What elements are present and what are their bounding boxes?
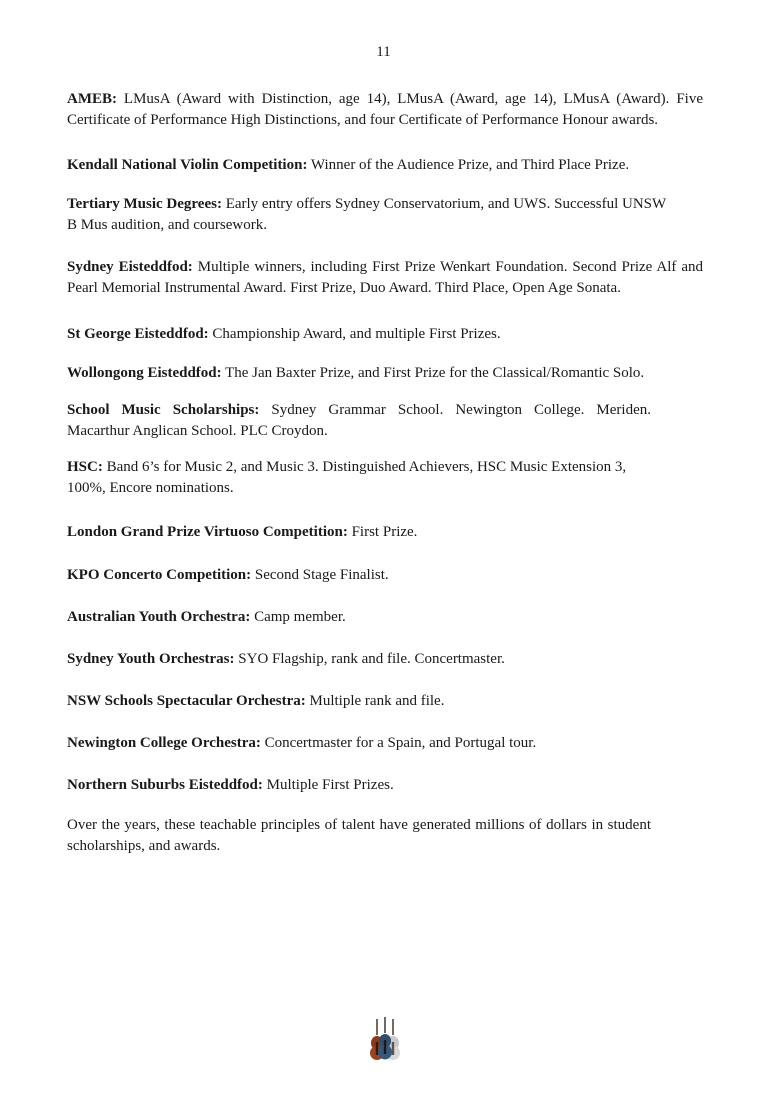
- violin-middle-icon: [378, 1017, 392, 1060]
- entry-nsw-schools-spectacular: [67, 691, 703, 712]
- entry-label: Northern Suburbs Eisteddfod:: [67, 777, 263, 793]
- entry-text: Band 6’s for Music 2, and Music 3. Distinguished Achievers, HSC Music Extension 3, 100%, Encore nominations.: [67, 459, 627, 496]
- entry-australian-youth-orchestra: [67, 607, 703, 628]
- entry-london-grand-prize: [67, 522, 703, 543]
- entry-label: London Grand Prize Virtuoso Competition:: [67, 524, 348, 540]
- entry-label: St George Eisteddfod:: [67, 326, 209, 342]
- entry-text: SYO Flagship, rank and file. Concertmaster.: [234, 651, 505, 667]
- entry-sydney-eisteddfod: [67, 257, 703, 299]
- entry-label: School Music Scholarships:: [67, 402, 260, 418]
- entry-label: Sydney Youth Orchestras:: [67, 651, 235, 667]
- entry-school-scholarships: [67, 400, 651, 442]
- closing-paragraph: Over the years, these teachable principles of talent have generated millions of dollars in student scholarships, and awards.: [67, 817, 651, 854]
- entry-label: Kendall National Violin Competition:: [67, 157, 308, 173]
- entry-label: NSW Schools Spectacular Orchestra:: [67, 693, 306, 709]
- violin-trio-logo-icon: [368, 1017, 402, 1061]
- entry-sydney-youth-orchestras: [67, 649, 703, 670]
- entry-wollongong: [67, 363, 703, 384]
- entry-label: Sydney Eisteddfod:: [67, 259, 193, 275]
- entry-text: Championship Award, and multiple First Prizes.: [208, 326, 501, 342]
- entry-label: Newington College Orchestra:: [67, 735, 261, 751]
- entry-text: Concertmaster for a Spain, and Portugal tour.: [260, 735, 537, 751]
- entry-tertiary: [67, 194, 667, 236]
- entry-newington-orchestra: [67, 733, 703, 754]
- entry-text: Sydney Grammar School. Newington College. Meriden. Macarthur Anglican School. PLC Croydon.: [67, 402, 651, 439]
- entry-ameb: [67, 89, 703, 131]
- entry-text: Early entry offers Sydney Conservatorium, and UWS. Successful UNSW B Mus audition, and coursework.: [67, 196, 666, 233]
- entry-label: Tertiary Music Degrees:: [67, 196, 222, 212]
- entry-text: Second Stage Finalist.: [251, 567, 389, 583]
- entry-text: LMusA (Award with Distinction, age 14), LMusA (Award, age 14), LMusA (Award). Five Certificate of Performance High Distinctions, and four Certificate of Performance Honour awards.: [67, 91, 703, 128]
- entry-text: The Jan Baxter Prize, and First Prize for the Classical/Romantic Solo.: [221, 365, 645, 381]
- entry-st-george: [67, 324, 703, 345]
- page-number: 11: [376, 44, 391, 60]
- entry-hsc: [67, 457, 667, 499]
- entry-text: Multiple rank and file.: [305, 693, 445, 709]
- entry-text: Multiple winners, including First Prize Wenkart Foundation. Second Prize Alf and Pearl Memorial Instrumental Award. First Prize, Duo Award. Third Place, Open Age Sonata.: [67, 259, 703, 296]
- entry-text: First Prize.: [347, 524, 418, 540]
- entry-label: Wollongong Eisteddfod:: [67, 365, 222, 381]
- entry-text: Winner of the Audience Prize, and Third Place Prize.: [307, 157, 630, 173]
- entry-kpo-concerto: [67, 565, 703, 586]
- entry-label: AMEB:: [67, 91, 117, 107]
- entry-label: Australian Youth Orchestra:: [67, 609, 251, 625]
- entry-text: Multiple First Prizes.: [262, 777, 394, 793]
- entry-label: KPO Concerto Competition:: [67, 567, 252, 583]
- entry-northern-suburbs: [67, 775, 703, 796]
- entry-text: Camp member.: [250, 609, 346, 625]
- entry-label: HSC:: [67, 459, 103, 475]
- entry-kendall: [67, 155, 703, 176]
